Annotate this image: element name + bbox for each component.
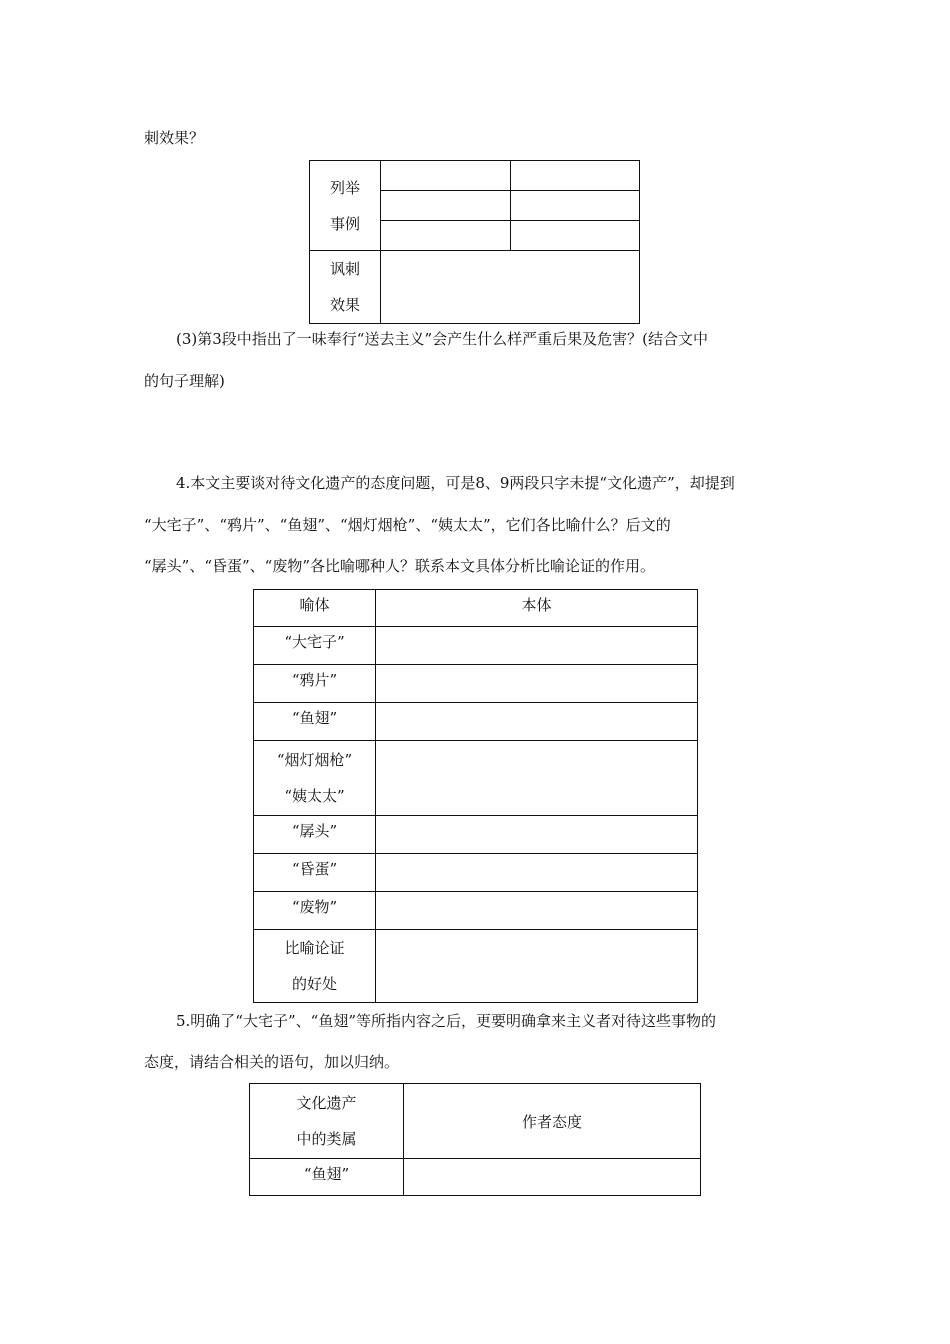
category-header-cell <box>250 1084 404 1159</box>
examples-label-line1: 列举 <box>329 178 360 197</box>
vehicle-cell: “昏蛋” <box>254 854 376 892</box>
satire-label-cell <box>310 251 381 324</box>
tenor-answer-cell[interactable] <box>376 892 698 930</box>
question-3-line2: 的句子理解) <box>144 372 225 390</box>
tenor-answer-cell[interactable] <box>376 665 698 703</box>
category-header-line1: 文化遗产 <box>296 1094 357 1112</box>
question-3-line1: (3)第3段中指出了一味奉行“送去主义”会产生什么样严重后果及危害？(结合文中 <box>176 330 708 348</box>
tenor-answer-cell[interactable] <box>376 703 698 741</box>
benefit-label-line1: 比喻论证 <box>284 939 345 957</box>
satire-effect-answer-cell[interactable] <box>381 251 640 324</box>
tenor-answer-cell[interactable] <box>376 627 698 665</box>
benefit-label-line2: 的好处 <box>291 975 337 993</box>
attitude-header: 作者态度 <box>404 1084 701 1159</box>
question-4-line3: “孱头”、“昏蛋”、“废物”各比喻哪种人？联系本文具体分析比喻论证的作用。 <box>144 557 656 575</box>
satire-label-line2: 效果 <box>329 296 360 314</box>
question-4-line2: “大宅子”、“鸦片”、“鱼翅”、“烟灯烟枪”、“姨太太”，它们各比喻什么？后文的 <box>144 516 671 534</box>
satire-label-line1: 讽刺 <box>329 260 360 278</box>
vehicle-cell: “大宅子” <box>254 627 376 665</box>
example-cell[interactable] <box>511 221 640 251</box>
metaphor-table <box>253 589 698 1003</box>
example-cell[interactable] <box>511 191 640 221</box>
metaphor-benefit-label <box>254 930 376 1003</box>
vehicle-line: “姨太太” <box>284 787 345 805</box>
example-cell[interactable] <box>381 191 511 221</box>
vehicle-cell: “孱头” <box>254 816 376 854</box>
example-cell[interactable] <box>381 161 511 191</box>
examples-table <box>309 160 640 324</box>
tenor-answer-cell[interactable] <box>376 741 698 816</box>
tenor-answer-cell[interactable] <box>376 816 698 854</box>
intro-text-tail: 刺效果？ <box>144 129 205 147</box>
tenor-answer-cell[interactable] <box>376 854 698 892</box>
vehicle-cell: “废物” <box>254 892 376 930</box>
vehicle-cell: “鱼翅” <box>254 703 376 741</box>
header-vehicle: 喻体 <box>254 590 376 627</box>
category-header-line2: 中的类属 <box>296 1130 357 1148</box>
header-tenor: 本体 <box>376 590 698 627</box>
examples-label-cell <box>310 161 381 251</box>
category-cell: “鱼翅” <box>250 1159 404 1196</box>
vehicle-cell <box>254 741 376 816</box>
question-5-line2: 态度，请结合相关的语句，加以归纳。 <box>144 1053 400 1071</box>
question-4-line1: 4.本文主要谈对待文化遗产的态度问题，可是8、9两段只字未提“文化遗产”，却提到 <box>176 474 735 492</box>
example-cell[interactable] <box>511 161 640 191</box>
examples-label-line2: 事例 <box>329 214 360 233</box>
benefit-answer-cell[interactable] <box>376 930 698 1003</box>
attitude-table <box>249 1083 701 1196</box>
vehicle-line: “烟灯烟枪” <box>276 751 353 769</box>
example-cell[interactable] <box>381 221 511 251</box>
question-5-line1: 5.明确了“大宅子”、“鱼翅”等所指内容之后，更要明确拿来主义者对待这些事物的 <box>176 1012 716 1030</box>
attitude-answer-cell[interactable] <box>404 1159 701 1196</box>
vehicle-cell: “鸦片” <box>254 665 376 703</box>
